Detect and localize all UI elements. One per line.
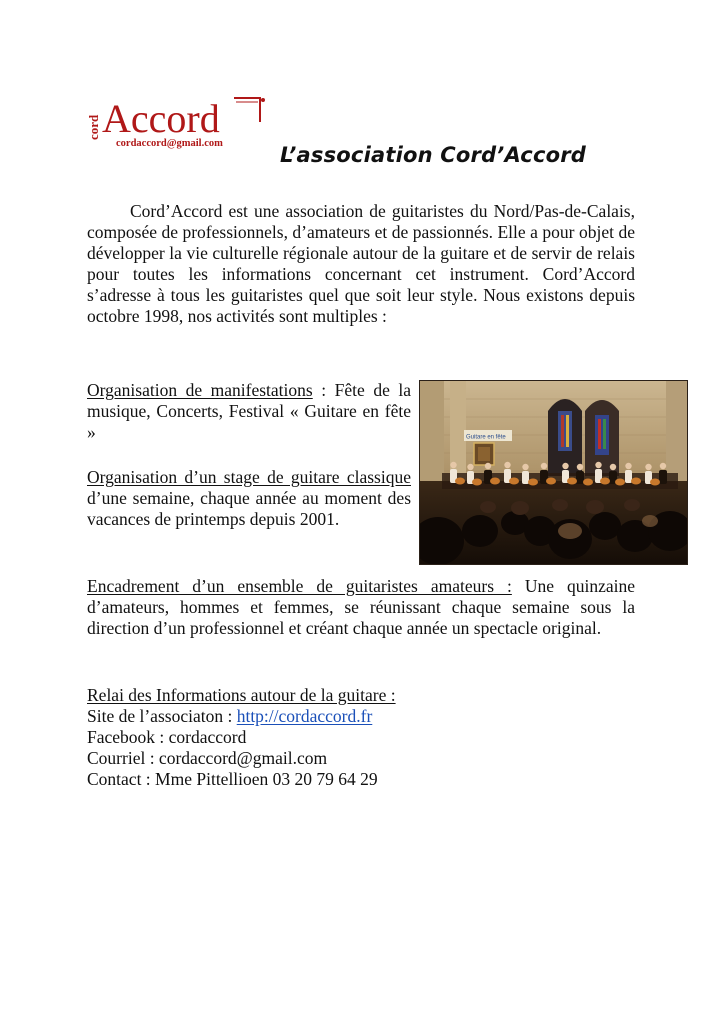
ensemble-heading: Encadrement d’un ensemble de guitaristes amateurs : — [87, 576, 512, 596]
intro-paragraph: Cord’Accord est une association de guitaristes du Nord/Pas-de-Calais, composée de professionnels, d’amateurs et de passionnés. Elle a pour objet de développer la vie culturelle régionale autour de la guitare et de servir de relais pour toutes les informations concernant cet instrument. Cord’Accord s’adresse à tous les guitaristes quel que soit leur style. Nous existons depuis octobre 1998, nos activités sont multiples : — [87, 201, 635, 326]
concert-photo-image — [420, 381, 687, 564]
logo-big-text: Accord — [102, 96, 220, 141]
site-link[interactable]: http://cordaccord.fr — [236, 706, 373, 726]
stage-heading: Organisation d’un stage de guitare classique — [87, 467, 411, 487]
info-heading: Relai des Informations autour de la guitare : — [87, 685, 396, 705]
site-line — [87, 706, 635, 727]
site-label: Site de l’associaton : — [87, 706, 237, 726]
cordaccord-logo — [84, 92, 274, 156]
stage-text: d’une semaine, chaque année au moment des vacances de printemps depuis 2001. — [87, 488, 411, 529]
info-block — [87, 685, 635, 790]
ensemble-text: Une quinzaine d’amateurs, hommes et femmes, se réunissant chaque semaine sous la direction d’un professionnel et créant chaque année un spectacle original. — [87, 576, 636, 638]
logo-email: cordaccord@gmail.com — [116, 138, 223, 149]
courriel-line: Courriel : cordaccord@gmail.com — [87, 748, 328, 768]
photo-banner-text: Guitare en fête — [466, 434, 506, 441]
stage-paragraph — [87, 467, 411, 530]
concert-photo — [420, 381, 687, 564]
page-title: L’association Cord’Accord — [280, 143, 587, 167]
ensemble-paragraph — [87, 576, 635, 639]
logo-small-text: cord — [86, 114, 101, 140]
manifestations-text: : Fête de la musique, Concerts, Festival « Guitare en fête » — [87, 380, 411, 442]
contact-line: Contact : Mme Pittellioen 03 20 79 64 29 — [87, 769, 378, 789]
manifestations-heading: Organisation de manifestations — [87, 380, 313, 400]
facebook-line: Facebook : cordaccord — [87, 727, 247, 747]
manifestations-paragraph — [87, 380, 411, 443]
